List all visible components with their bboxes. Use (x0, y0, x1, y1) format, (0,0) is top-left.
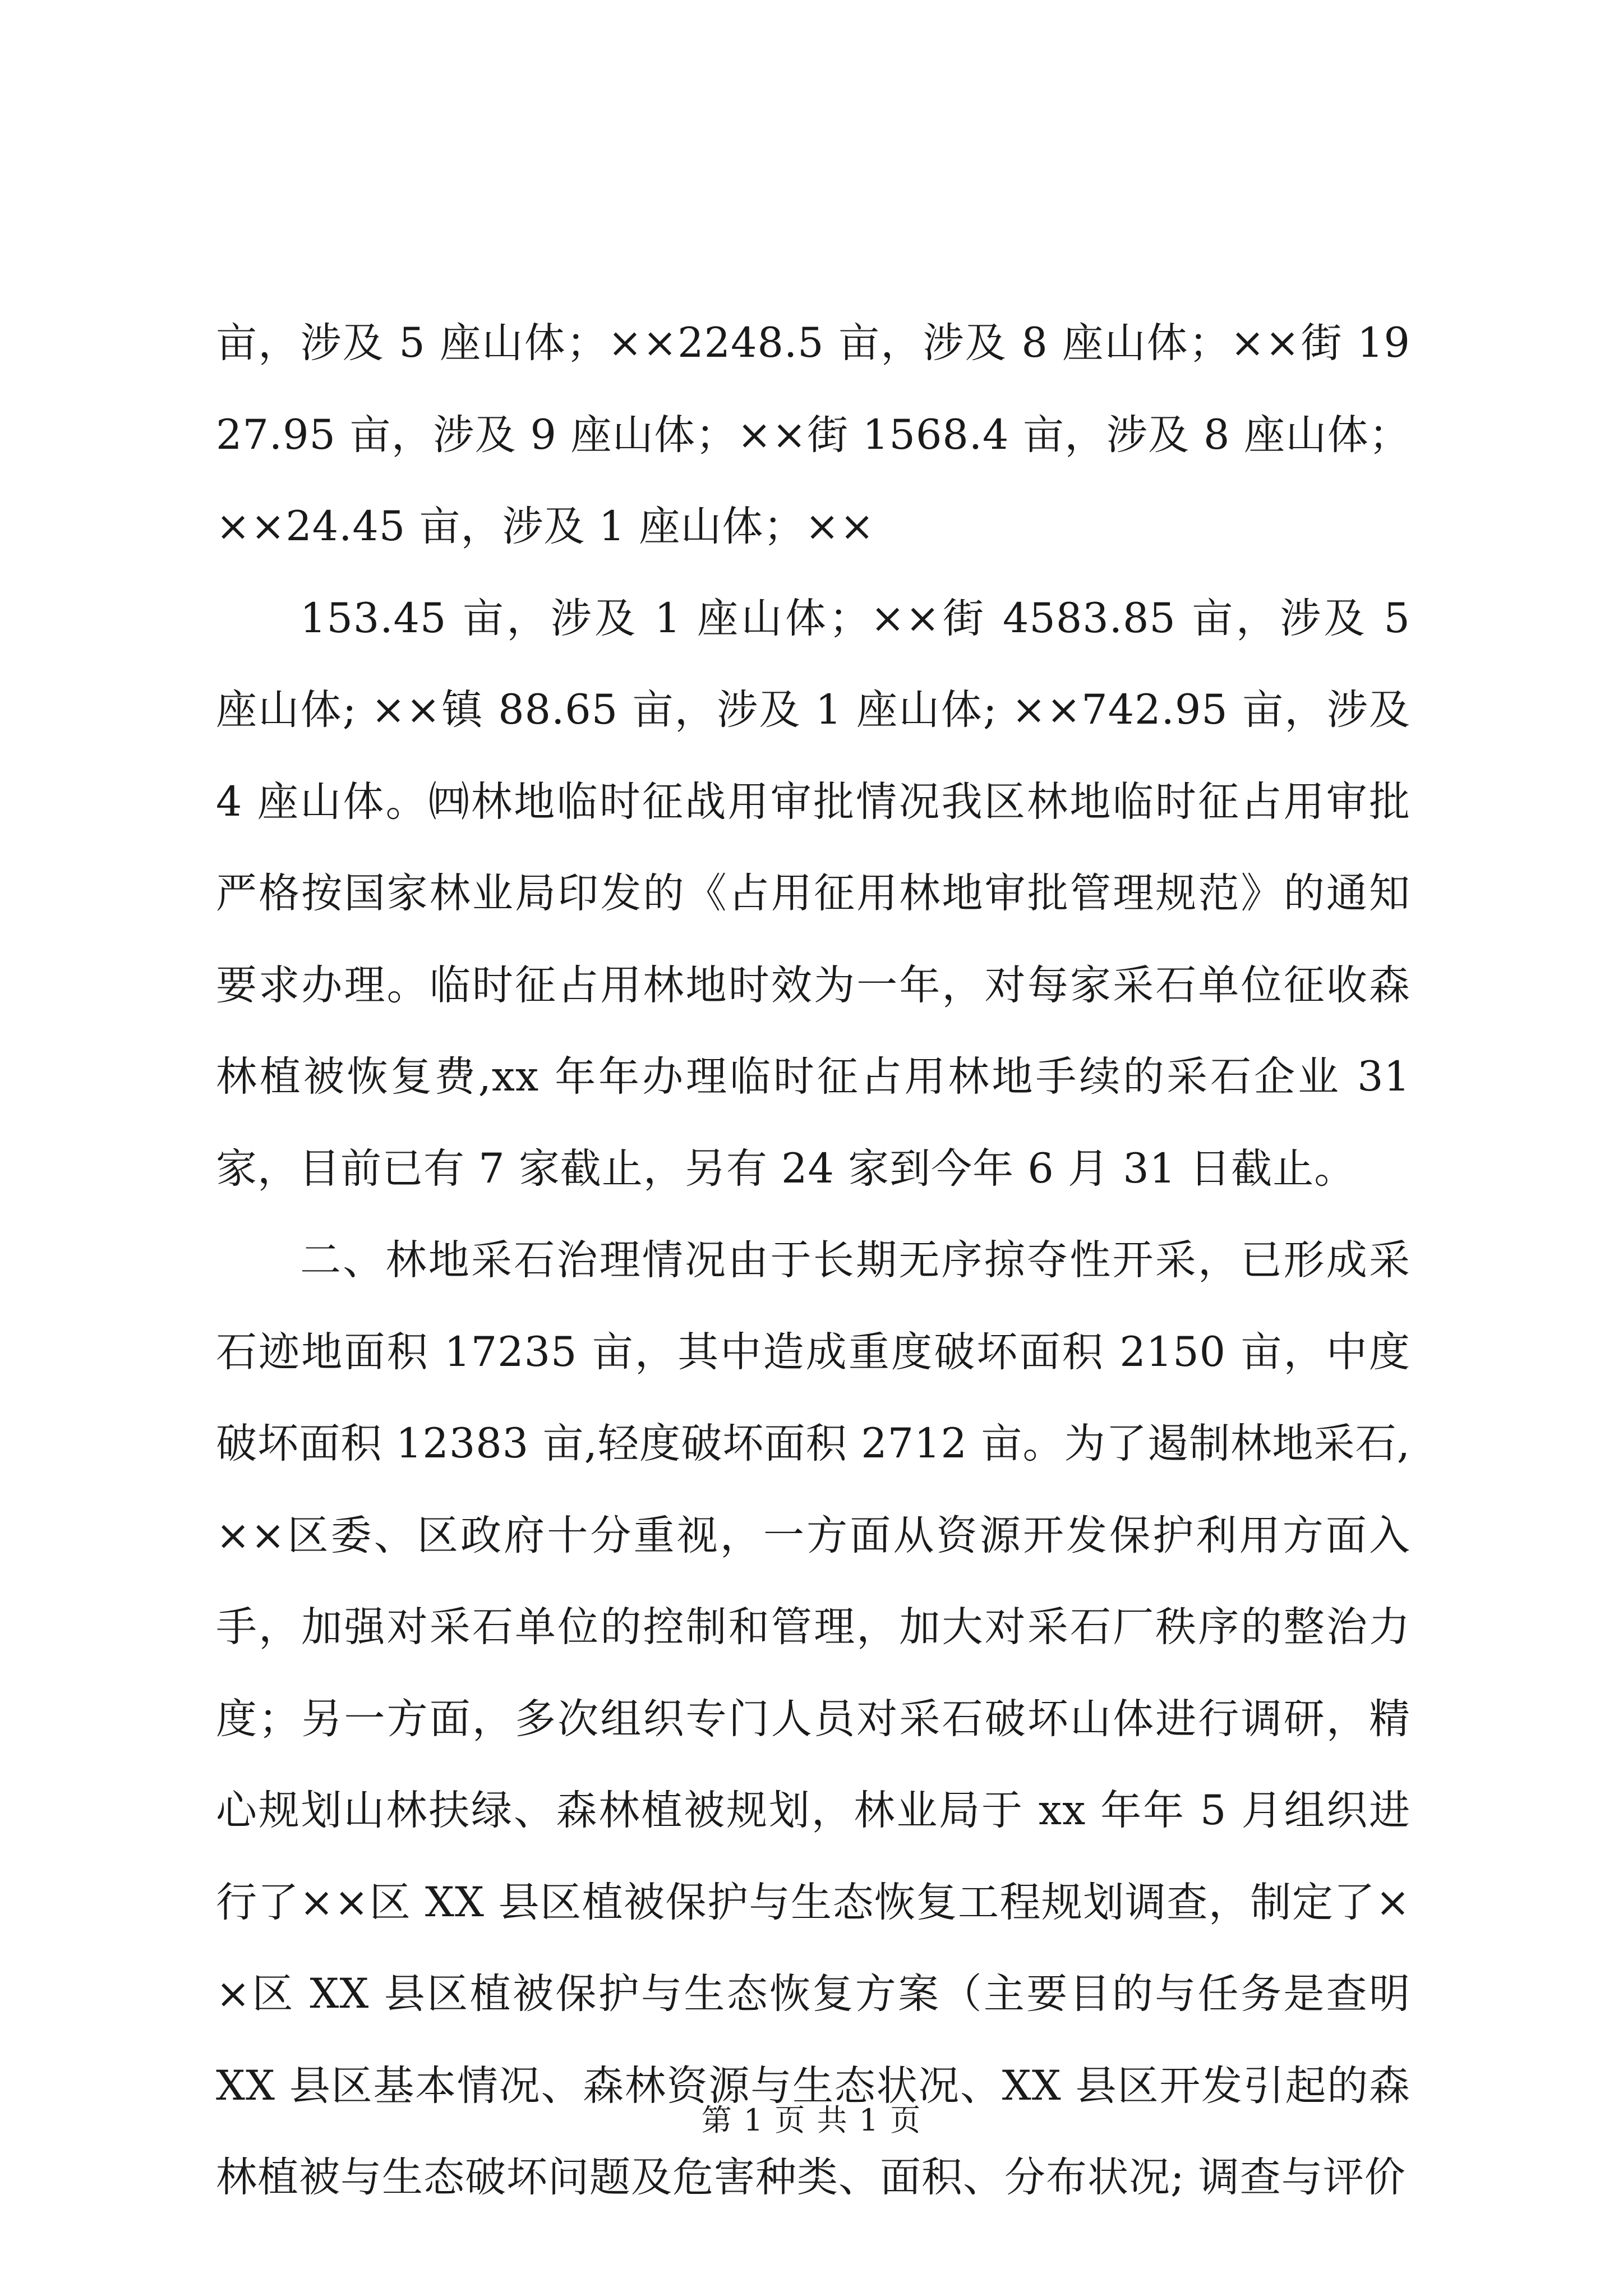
paragraph-quarry-governance: 二、林地采石治理情况由于长期无序掠夺性开采，已形成采石迹地面积 17235 亩，其中造成重度破坏面积 2150 亩，中度破坏面积 12383 亩,轻度破坏面积 2712 亩。为了遏制林地采石,××区委、区政府十分重视，一方面从资源开发保护利用方面入手，加强对采石单位的控制和管理，加大对采石厂秩序的整治力度；另一方面，多次组织专门人员对采石破坏山体进行调研，精心规划山林扶绿、森林植被规划，林业局于 xx 年年 5 月组织进行了××区 XX 县区植被保护与生态恢复工程规划调查，制定了××区 XX 县区植被保护与生态恢复方案（主要目的与任务是查明 XX 县区基本情况、森林资源与生态状况、XX 县区开发引起的森林植被与生态破坏问题及危害种类、面积、分布状况; 调查与评价 (216, 1236, 1410, 2201)
document-body (216, 297, 1410, 2224)
page-footer: 第 1 页 共 1 页 (701, 2102, 922, 2138)
paragraph-mountain-list: 153.45 亩，涉及 1 座山体；××街 4583.85 亩，涉及 5 座山体; ××镇 88.65 亩，涉及 1 座山体; ××742.95 亩，涉及 4 座山体。㈣林地临时征战用审批情况我区林地临时征占用审批严格按国家林业局印发的《占用征用林地审批管理规范》的通知要求办理。临时征占用林地时效为一年，对每家采石单位征收森林植被恢复费,xx 年年办理临时征占用林地手续的采石企业 31 家，目前已有 7 家截止，另有 24 家到今年 6 月 31 日截止。 (216, 594, 1410, 1193)
paragraph-continuation: 亩，涉及 5 座山体；××2248.5 亩，涉及 8 座山体；××街 1927.95 亩，涉及 9 座山体；××街 1568.4 亩，涉及 8 座山体；××24.45 亩，涉及 1 座山体；×× (216, 319, 1410, 550)
